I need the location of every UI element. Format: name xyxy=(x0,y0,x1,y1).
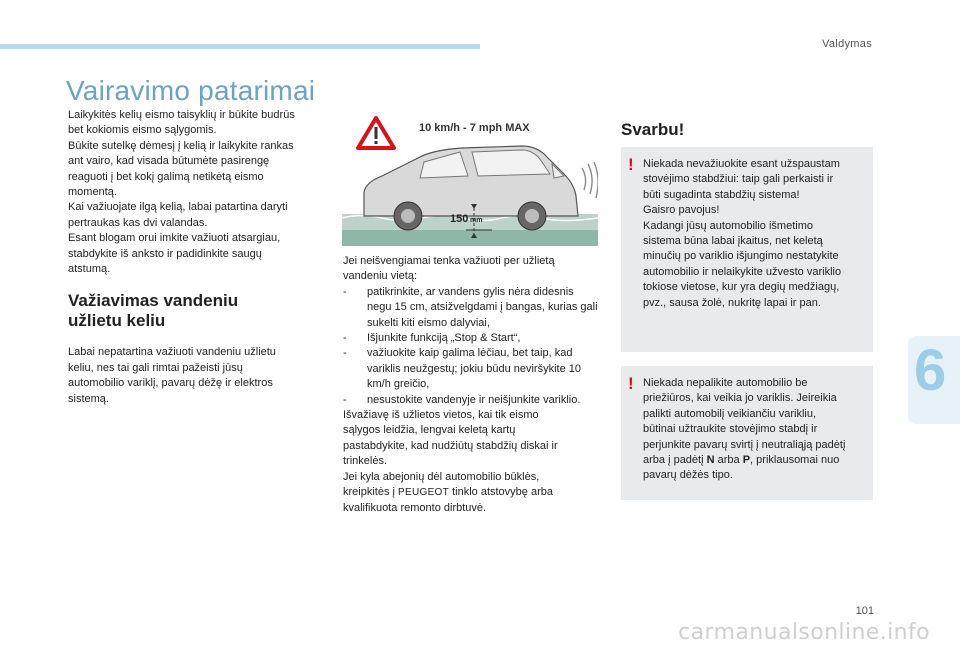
list-item: - nesustokite vandenyje ir neišjunkite variklio. xyxy=(343,393,581,406)
speed-limit-label: 10 km/h - 7 mph MAX xyxy=(419,122,530,134)
flood-text: Labai nepatartina važiuoti vandeniu užlietu keliu, nes tai gali rimtai pažeisti jūsų automobilio variklį, pavarų dėžę ir elektros sistemą. xyxy=(68,346,276,405)
list-item: - Išjunkite funkciją „Stop & Start“, xyxy=(343,332,521,345)
exclamation-icon: ! xyxy=(628,155,634,174)
flood-lead: Jei neišvengiamai tenka važiuoti per užlietą vandeniu vietą: xyxy=(343,255,555,283)
depth-unit: mm xyxy=(470,217,483,224)
list-item: - važiuokite kaip galima lėčiau, bet taip, kad variklis neužgestų; jokiu būdu neviršykite 10 km/h greičio, xyxy=(343,347,582,391)
dealer-advice-text: Jei kyla abejonių dėl automobilio būklės, kreipkitės į PEUGEOT tinklo atstovybę arba kvalifikuota remonto dirbtuvė. xyxy=(343,470,553,514)
warning-triangle-icon xyxy=(358,118,394,148)
flood-steps-list xyxy=(343,285,601,408)
header-accent-bar xyxy=(0,44,480,49)
intro-text: Laikykitės kelių eismo taisyklių ir būkite budrūs bet kokiomis eismo sąlygomis. Būkite sutelkę dėmesį į kelią ir laikykite rankas ant vairo, kad visada būtumėte pasirengę reaguoti į bet kokį galimą netikėtą eismo momentą. Kai važiuojate ilgą kelią, labai patartina daryti pertraukas kas dvi valandas. Esant blogam orui imkite važiuoti atsargiau, stabdykite iš anksto ir padidinkite saugų atstumą. xyxy=(68,109,295,276)
page-number: 101 xyxy=(855,605,874,617)
flood-heading: Važiavimas vandeniu užlietu keliu xyxy=(68,291,239,331)
list-item: - patikrinkite, ar vandens gylis nėra didesnis negu 15 cm, atsižvelgdami į bangas, kurias gali sukelti kiti eismo dalyviai, xyxy=(343,285,598,329)
motion-lines xyxy=(582,162,598,198)
warning-text: Niekada nevažiuokite esant užspaustam stovėjimo stabdžiui: taip gali perkaisti ir būti sugadinta stabdžių sistema! Gaisro pavojus! Kadangi jūsų automobilio išmetimo sistema būna labai įkaitus, net keletą minučių po variklio išjungimo nestatykite automobilio ir nelaikykite užvesto variklio tokiose vietose, kur yra degių medžiagų, pvz., sausa žolė, nukritę lapai ir pan. xyxy=(643,158,842,309)
chapter-number: 6 xyxy=(914,338,947,403)
after-flood-text: Išvažiavę iš užlietos vietos, kai tik eismo sąlygos leidžia, lengvai keletą kartų pastabdykite, kad nudžiūtų stabdžių diskai ir trinkelės. xyxy=(343,409,558,468)
exclamation-icon: ! xyxy=(628,374,634,393)
warning-text: Niekada nepalikite automobilio be priežiūros, kai veikia jo variklis. Jeireikia palikti automobilį veikiančiu varikliu, būtinai užtraukite stovėjimo stabdį ir perjunkite pavarų svirtį į neutraliąją padėtį arba į padėtį N arba P, priklausomai nuo pavarų dėžės tipo. xyxy=(643,377,846,482)
depth-value: 150 xyxy=(450,213,469,225)
section-name: Valdymas xyxy=(822,38,872,50)
warning-box-unattended xyxy=(621,366,873,500)
warning-box-parking-brake xyxy=(621,147,873,352)
flooded-road-figure xyxy=(342,112,598,246)
car-in-water-illustration xyxy=(342,112,598,246)
middle-column xyxy=(343,254,601,516)
left-column xyxy=(68,108,320,407)
watermark: carmanualsonline.info xyxy=(678,620,930,645)
chapter-tab xyxy=(908,336,960,424)
important-heading: Svarbu! xyxy=(621,120,685,139)
brand-name: PEUGEOT xyxy=(398,487,450,499)
water-body xyxy=(342,230,598,246)
page-title: Vairavimo patarimai xyxy=(66,75,316,106)
